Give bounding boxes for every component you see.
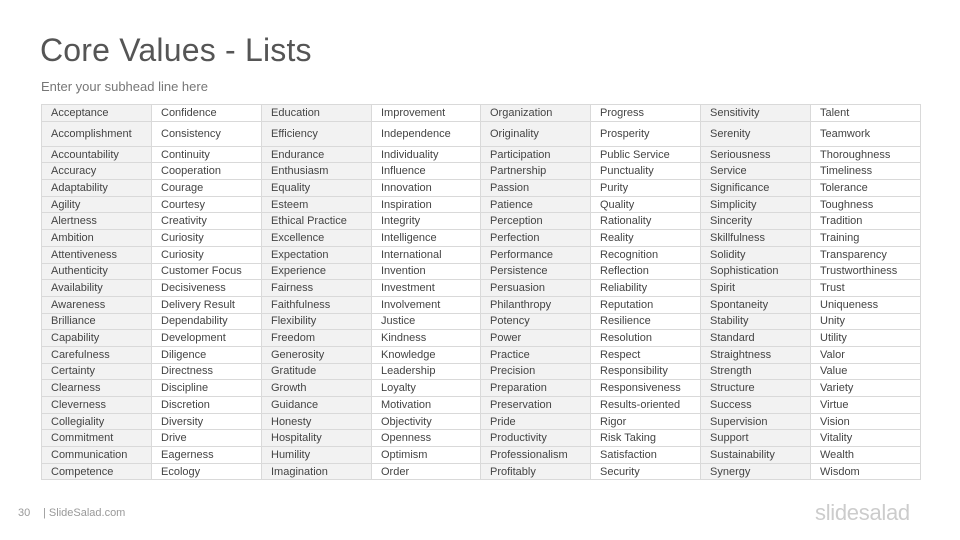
table-cell: Courage (152, 180, 262, 197)
table-cell: Acceptance (42, 105, 152, 122)
table-cell: Timeliness (811, 163, 921, 180)
table-cell: Supervision (701, 413, 811, 430)
table-cell: Individuality (372, 146, 481, 163)
table-cell: Utility (811, 330, 921, 347)
table-cell: Availability (42, 280, 152, 297)
table-cell: Thoroughness (811, 146, 921, 163)
table-cell: Reflection (591, 263, 701, 280)
table-row (42, 163, 921, 180)
slide-subhead: Enter your subhead line here (41, 79, 208, 94)
table-cell: Reality (591, 230, 701, 247)
table-cell: Talent (811, 105, 921, 122)
table-cell: Sophistication (701, 263, 811, 280)
table-cell: Creativity (152, 213, 262, 230)
table-cell: Solidity (701, 246, 811, 263)
table-cell: Involvement (372, 296, 481, 313)
table-cell: Influence (372, 163, 481, 180)
table-row (42, 397, 921, 414)
table-cell: Originality (481, 121, 591, 146)
table-cell: Accomplishment (42, 121, 152, 146)
table-cell: Communication (42, 447, 152, 464)
table-cell: Dependability (152, 313, 262, 330)
table-row (42, 413, 921, 430)
table-cell: Alertness (42, 213, 152, 230)
table-cell: Trustworthiness (811, 263, 921, 280)
table-cell: Freedom (262, 330, 372, 347)
table-cell: Discretion (152, 397, 262, 414)
table-row (42, 430, 921, 447)
core-values-table (41, 104, 921, 480)
table-cell: Respect (591, 346, 701, 363)
table-cell: Strength (701, 363, 811, 380)
table-cell: Profitably (481, 463, 591, 480)
footer-brand: | SlideSalad.com (43, 507, 126, 519)
table-cell: Excellence (262, 230, 372, 247)
table-cell: Pride (481, 413, 591, 430)
table-cell: Honesty (262, 413, 372, 430)
table-cell: Synergy (701, 463, 811, 480)
table-cell: Ethical Practice (262, 213, 372, 230)
table-cell: Vision (811, 413, 921, 430)
table-cell: Knowledge (372, 346, 481, 363)
table-cell: Gratitude (262, 363, 372, 380)
table-row (42, 313, 921, 330)
table-cell: Seriousness (701, 146, 811, 163)
table-row (42, 330, 921, 347)
table-row (42, 213, 921, 230)
table-cell: Reliability (591, 280, 701, 297)
table-cell: Teamwork (811, 121, 921, 146)
table-cell: Vitality (811, 430, 921, 447)
table-cell: Rationality (591, 213, 701, 230)
table-cell: Purity (591, 180, 701, 197)
table-cell: Accuracy (42, 163, 152, 180)
table-cell: Simplicity (701, 196, 811, 213)
table-cell: Productivity (481, 430, 591, 447)
table-cell: Ambition (42, 230, 152, 247)
table-cell: Discipline (152, 380, 262, 397)
table-cell: Decisiveness (152, 280, 262, 297)
table-cell: Confidence (152, 105, 262, 122)
table-cell: Commitment (42, 430, 152, 447)
table-cell: Resolution (591, 330, 701, 347)
table-cell: Diligence (152, 346, 262, 363)
table-cell: Organization (481, 105, 591, 122)
table-cell: Innovation (372, 180, 481, 197)
table-cell: Certainty (42, 363, 152, 380)
table-row (42, 380, 921, 397)
table-cell: Practice (481, 346, 591, 363)
table-cell: Significance (701, 180, 811, 197)
table-row (42, 447, 921, 464)
table-cell: Experience (262, 263, 372, 280)
table-cell: Curiosity (152, 230, 262, 247)
table-cell: Trust (811, 280, 921, 297)
table-cell: Rigor (591, 413, 701, 430)
table-cell: Valor (811, 346, 921, 363)
table-cell: Investment (372, 280, 481, 297)
table-cell: Serenity (701, 121, 811, 146)
table-cell: Structure (701, 380, 811, 397)
table-cell: Transparency (811, 246, 921, 263)
table-cell: Authenticity (42, 263, 152, 280)
table-cell: Customer Focus (152, 263, 262, 280)
table-cell: Responsibility (591, 363, 701, 380)
table-row (42, 196, 921, 213)
table-row (42, 363, 921, 380)
table-cell: Resilience (591, 313, 701, 330)
table-cell: Accountability (42, 146, 152, 163)
table-cell: International (372, 246, 481, 263)
table-cell: Tolerance (811, 180, 921, 197)
table-cell: Partnership (481, 163, 591, 180)
table-cell: Wealth (811, 447, 921, 464)
table-cell: Growth (262, 380, 372, 397)
table-cell: Carefulness (42, 346, 152, 363)
table-cell: Eagerness (152, 447, 262, 464)
table-cell: Awareness (42, 296, 152, 313)
table-cell: Responsiveness (591, 380, 701, 397)
table-cell: Quality (591, 196, 701, 213)
table-cell: Leadership (372, 363, 481, 380)
table-cell: Satisfaction (591, 447, 701, 464)
table-cell: Generosity (262, 346, 372, 363)
table-cell: Straightness (701, 346, 811, 363)
table-cell: Objectivity (372, 413, 481, 430)
table-cell: Clearness (42, 380, 152, 397)
table-cell: Persuasion (481, 280, 591, 297)
table-cell: Imagination (262, 463, 372, 480)
table-cell: Fairness (262, 280, 372, 297)
table-cell: Guidance (262, 397, 372, 414)
table-row (42, 146, 921, 163)
table-cell: Stability (701, 313, 811, 330)
table-cell: Invention (372, 263, 481, 280)
core-values-table-body (42, 105, 921, 480)
table-cell: Efficiency (262, 121, 372, 146)
table-cell: Brilliance (42, 313, 152, 330)
table-cell: Spirit (701, 280, 811, 297)
slide-title: Core Values - Lists (40, 32, 312, 68)
table-cell: Sensitivity (701, 105, 811, 122)
table-cell: Diversity (152, 413, 262, 430)
table-cell: Performance (481, 246, 591, 263)
table-cell: Continuity (152, 146, 262, 163)
table-cell: Philanthropy (481, 296, 591, 313)
table-cell: Motivation (372, 397, 481, 414)
table-cell: Unity (811, 313, 921, 330)
table-row (42, 180, 921, 197)
table-cell: Results-oriented (591, 397, 701, 414)
table-cell: Public Service (591, 146, 701, 163)
table-row (42, 346, 921, 363)
table-cell: Prosperity (591, 121, 701, 146)
table-cell: Consistency (152, 121, 262, 146)
table-cell: Passion (481, 180, 591, 197)
table-cell: Sincerity (701, 213, 811, 230)
table-cell: Inspiration (372, 196, 481, 213)
table-cell: Security (591, 463, 701, 480)
table-cell: Justice (372, 313, 481, 330)
table-cell: Enthusiasm (262, 163, 372, 180)
table-cell: Directness (152, 363, 262, 380)
table-cell: Independence (372, 121, 481, 146)
table-cell: Persistence (481, 263, 591, 280)
table-cell: Standard (701, 330, 811, 347)
table-row (42, 280, 921, 297)
table-cell: Precision (481, 363, 591, 380)
table-cell: Delivery Result (152, 296, 262, 313)
table-cell: Professionalism (481, 447, 591, 464)
table-cell: Ecology (152, 463, 262, 480)
slidesalad-logo: slidesalad (815, 500, 910, 525)
table-cell: Drive (152, 430, 262, 447)
table-cell: Participation (481, 146, 591, 163)
table-row (42, 246, 921, 263)
table-cell: Hospitality (262, 430, 372, 447)
table-cell: Humility (262, 447, 372, 464)
table-row (42, 296, 921, 313)
table-cell: Wisdom (811, 463, 921, 480)
table-cell: Training (811, 230, 921, 247)
table-row (42, 105, 921, 122)
table-row (42, 463, 921, 480)
table-cell: Openness (372, 430, 481, 447)
table-cell: Progress (591, 105, 701, 122)
table-cell: Collegiality (42, 413, 152, 430)
table-cell: Tradition (811, 213, 921, 230)
table-cell: Cooperation (152, 163, 262, 180)
table-cell: Development (152, 330, 262, 347)
table-cell: Attentiveness (42, 246, 152, 263)
table-cell: Equality (262, 180, 372, 197)
table-cell: Flexibility (262, 313, 372, 330)
table-row (42, 121, 921, 146)
table-cell: Competence (42, 463, 152, 480)
table-cell: Value (811, 363, 921, 380)
table-cell: Cleverness (42, 397, 152, 414)
table-cell: Preservation (481, 397, 591, 414)
table-cell: Education (262, 105, 372, 122)
table-cell: Sustainability (701, 447, 811, 464)
table-cell: Virtue (811, 397, 921, 414)
table-cell: Perfection (481, 230, 591, 247)
table-cell: Endurance (262, 146, 372, 163)
table-cell: Expectation (262, 246, 372, 263)
table-cell: Curiosity (152, 246, 262, 263)
table-row (42, 263, 921, 280)
table-cell: Variety (811, 380, 921, 397)
table-row (42, 230, 921, 247)
page-number: 30 (18, 507, 31, 519)
table-cell: Punctuality (591, 163, 701, 180)
table-cell: Capability (42, 330, 152, 347)
table-cell: Success (701, 397, 811, 414)
table-cell: Skillfulness (701, 230, 811, 247)
table-cell: Agility (42, 196, 152, 213)
table-cell: Adaptability (42, 180, 152, 197)
table-cell: Patience (481, 196, 591, 213)
table-cell: Preparation (481, 380, 591, 397)
table-cell: Courtesy (152, 196, 262, 213)
table-cell: Service (701, 163, 811, 180)
table-cell: Power (481, 330, 591, 347)
table-cell: Toughness (811, 196, 921, 213)
table-cell: Optimism (372, 447, 481, 464)
table-cell: Intelligence (372, 230, 481, 247)
table-cell: Loyalty (372, 380, 481, 397)
table-cell: Risk Taking (591, 430, 701, 447)
table-cell: Recognition (591, 246, 701, 263)
table-cell: Integrity (372, 213, 481, 230)
table-cell: Kindness (372, 330, 481, 347)
table-cell: Uniqueness (811, 296, 921, 313)
table-cell: Esteem (262, 196, 372, 213)
table-cell: Order (372, 463, 481, 480)
table-cell: Potency (481, 313, 591, 330)
table-cell: Spontaneity (701, 296, 811, 313)
table-cell: Faithfulness (262, 296, 372, 313)
table-cell: Improvement (372, 105, 481, 122)
table-cell: Reputation (591, 296, 701, 313)
table-cell: Support (701, 430, 811, 447)
table-cell: Perception (481, 213, 591, 230)
